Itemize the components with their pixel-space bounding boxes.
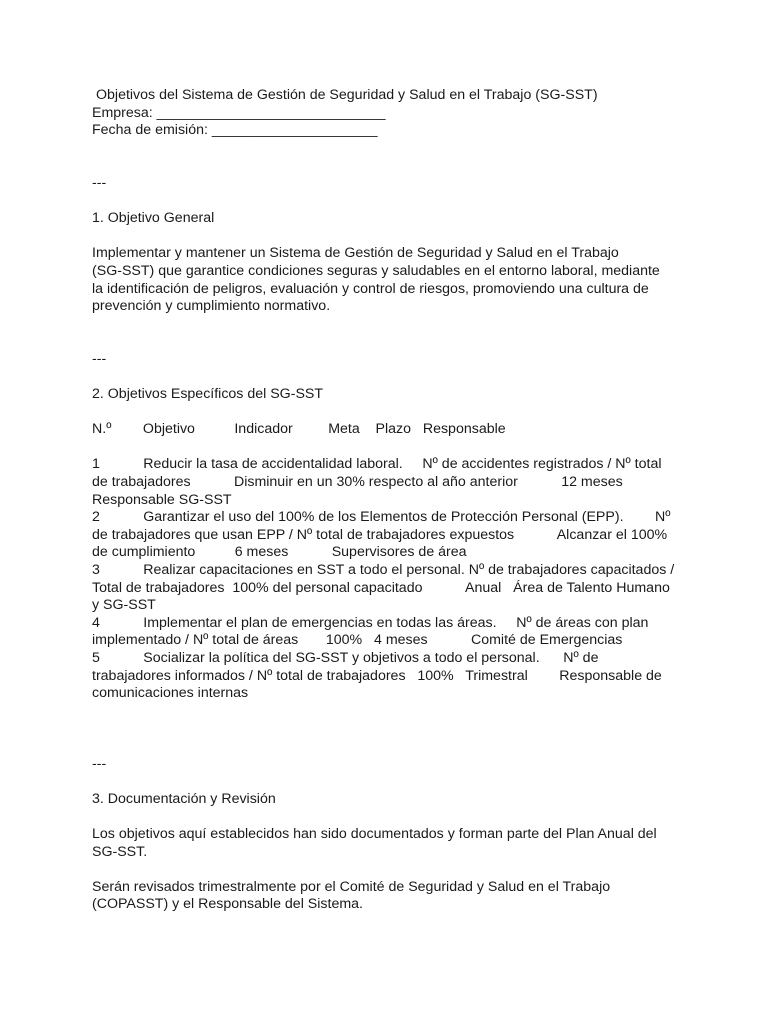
section-heading-objetivo-general: 1. Objetivo General [92,210,215,227]
separator: --- [92,174,107,191]
table-row [92,650,677,703]
table-row [92,509,677,562]
objetivo-general-line: (SG-SST) que garantice condiciones seguras y saludables en el entorno laboral, mediante [92,262,660,279]
revision-line: Serán revisados trimestralmente por el Comité de Seguridad y Salud en el Trabajo [92,878,611,895]
table-row-line: 5 Socializar la política del SG-SST y objetivos a todo el personal. Nº de [92,650,599,666]
documentacion-line: Los objetivos aquí establecidos han sido documentados y forman parte del Plan Anual del [92,825,657,842]
table-row [92,562,677,615]
table-row [92,456,677,509]
section-heading-objetivos-especificos: 2. Objetivos Específicos del SG-SST [92,386,324,403]
separator: --- [92,350,107,367]
table-row-line: 3 Realizar capacitaciones en SST a todo el personal. Nº de trabajadores capacitados / [92,562,675,579]
table-row-line: comunicaciones internas [92,685,249,702]
table-row-line: Responsable SG-SST [92,491,232,508]
table-row-line: 2 Garantizar el uso del 100% de los Elementos de Protección Personal (EPP). Nº [92,509,671,526]
empresa-field: Empresa: _____________________________ [92,104,386,121]
table-row-line: de trabajadores Disminuir en un 30% respecto al año anterior 12 meses [92,474,623,491]
table-row-line: implementado / Nº total de áreas 100% 4 meses Comité de Emergencias [92,632,623,649]
table-header: N.º Objetivo Indicador Meta Plazo Responsable [92,421,506,438]
objetivo-general-line: Implementar y mantener un Sistema de Gestión de Seguridad y Salud en el Trabajo [92,245,619,262]
objetivo-general-line: prevención y cumplimiento normativo. [92,298,331,315]
table-row [92,615,677,650]
table-row-line: de trabajadores que usan EPP / Nº total de trabajadores expuestos Alcanzar el 100% [92,526,668,543]
table-row-line: y SG-SST [92,597,156,614]
table-row-line: 4 Implementar el plan de emergencias en todas las áreas. Nº de áreas con plan [92,614,649,631]
objetivo-general-line: la identificación de peligros, evaluación y control de riesgos, promoviendo una cultura de [92,280,649,297]
table-row-line: trabajadores informados / Nº total de trabajadores 100% Trimestral Responsable de [92,667,662,684]
section-heading-documentacion: 3. Documentación y Revisión [92,790,276,807]
table-row-line: Total de trabajadores 100% del personal capacitado Anual Área de Talento Humano [92,579,670,596]
separator: --- [92,755,107,772]
revision-line: (COPASST) y el Responsable del Sistema. [92,896,363,913]
fecha-emision-field: Fecha de emisión: _____________________ [92,122,378,139]
document-page [92,87,677,914]
table-row-line: 1 Reducir la tasa de accidentalidad laboral. Nº de accidentes registrados / Nº total [92,456,662,473]
documentacion-line: SG-SST. [92,843,148,860]
document-title: Objetivos del Sistema de Gestión de Seguridad y Salud en el Trabajo (SG-SST) [96,87,598,103]
table-row-line: de cumplimiento 6 meses Supervisores de área [92,544,467,561]
